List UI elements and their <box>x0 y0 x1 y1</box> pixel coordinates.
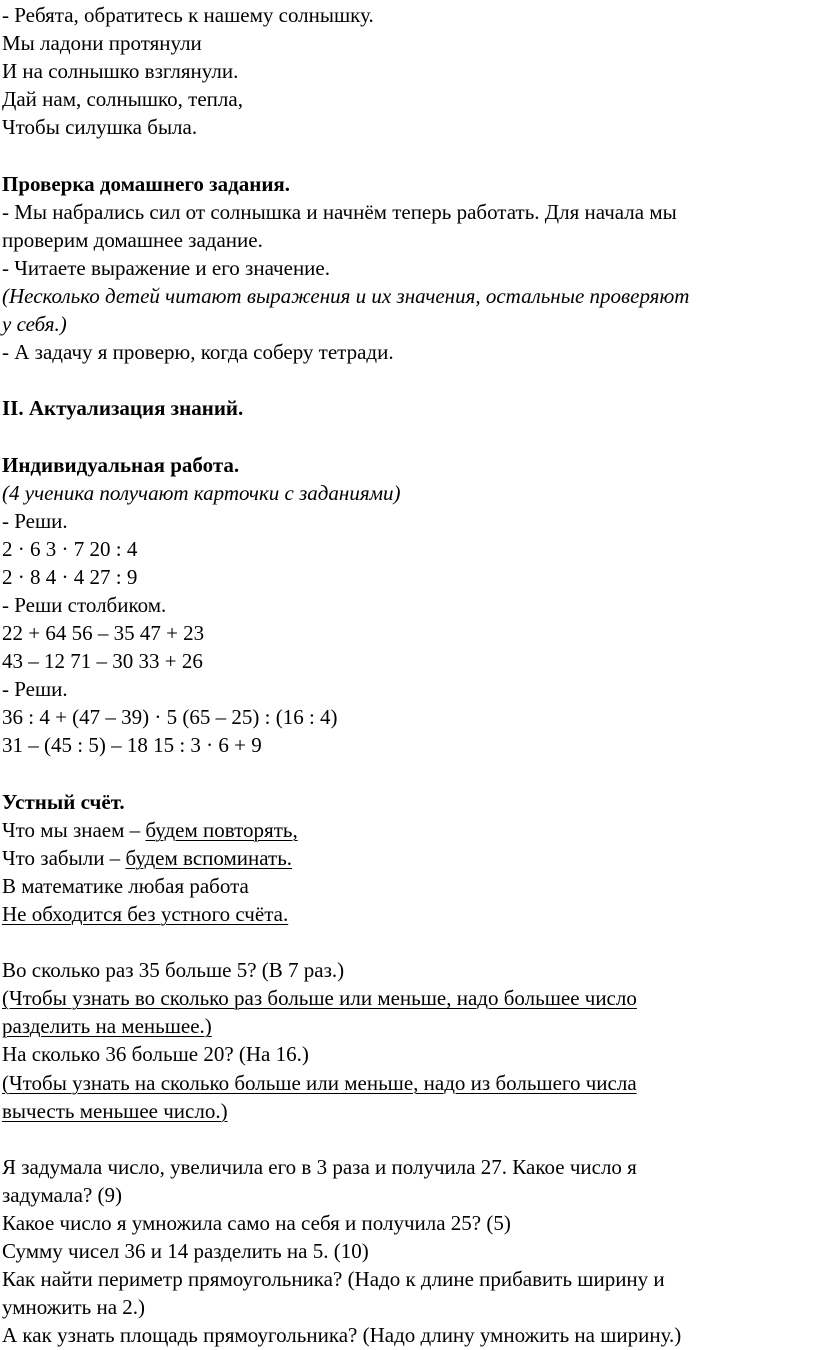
oral-verse-line <box>2 900 814 928</box>
individual-heading: Индивидуальная работа. <box>2 452 240 477</box>
oral-verse-text: Что мы знаем – <box>2 817 146 842</box>
task-row: 43 – 12 71 – 30 33 + 26 <box>2 649 203 674</box>
puzzle-line: Какое число я умножила само на себя и получила 25? (5) <box>2 1211 511 1236</box>
blank-line <box>2 366 814 394</box>
oral-verse-line <box>2 816 814 844</box>
poem-line: Чтобы силушка была. <box>2 115 198 140</box>
individual-note: (4 ученика получают карточки с заданиями) <box>2 480 401 505</box>
task-instruction: - Реши. <box>2 508 68 533</box>
rule-line <box>2 1012 814 1040</box>
oral-verse-underlined: будем повторять, <box>145 817 298 842</box>
task-row: 22 + 64 56 – 35 47 + 23 <box>2 621 205 646</box>
poem-line: И на солнышко взглянули. <box>2 59 239 84</box>
rule-line <box>2 984 814 1012</box>
homework-heading: Проверка домашнего задания. <box>2 171 291 196</box>
blank-line <box>2 928 814 956</box>
oral-verse-line: В математике любая работа <box>2 873 249 898</box>
poem-line: Дай нам, солнышко, тепла, <box>2 87 243 112</box>
homework-note: у себя.) <box>2 312 67 337</box>
section-heading: II. Актуализация знаний. <box>2 396 244 421</box>
rule-line <box>2 1097 814 1125</box>
rule-text: вычесть меньшее число.) <box>2 1098 228 1123</box>
oral-heading: Устный счёт. <box>2 789 125 814</box>
puzzle-line: Я задумала число, увеличила его в 3 раза и получила 27. Какое число я <box>2 1154 637 1179</box>
homework-text: - Мы набрались сил от солнышка и начнём теперь работать. Для начала мы <box>2 199 677 224</box>
blank-line <box>2 141 814 169</box>
puzzle-line: А как узнать площадь прямоугольника? (Надо длину умножить на ширину.) <box>2 1323 682 1348</box>
task-instruction: - Реши столбиком. <box>2 592 167 617</box>
oral-verse-line <box>2 844 814 872</box>
poem-line: Мы ладони протянули <box>2 31 202 56</box>
puzzle-line: Как найти периметр прямоугольника? (Надо к длине прибавить ширину и <box>2 1267 665 1292</box>
rule-text: (Чтобы узнать на сколько больше или меньше, надо из большего числа <box>2 1070 637 1095</box>
rule-text: (Чтобы узнать во сколько раз больше или меньше, надо большее число <box>2 986 637 1011</box>
homework-note: (Несколько детей читают выражения и их значения, остальные проверяют <box>2 283 690 308</box>
task-row: 36 : 4 + (47 – 39) · 5 (65 – 25) : (16 : 4) <box>2 705 338 730</box>
rule-line <box>2 1069 814 1097</box>
blank-line <box>2 422 814 450</box>
puzzle-line: умножить на 2.) <box>2 1295 146 1320</box>
task-row: 2 · 8 4 · 4 27 : 9 <box>2 564 138 589</box>
document-page <box>2 1 814 1350</box>
task-instruction: - Реши. <box>2 677 68 702</box>
question-line: На сколько 36 больше 20? (На 16.) <box>2 1042 309 1067</box>
oral-verse-text: Что забыли – <box>2 845 126 870</box>
greeting-line: - Ребята, обратитесь к нашему солнышку. <box>2 3 374 27</box>
homework-text: проверим домашнее задание. <box>2 227 263 252</box>
puzzle-line: Сумму чисел 36 и 14 разделить на 5. (10) <box>2 1239 369 1264</box>
blank-line <box>2 760 814 788</box>
homework-text: - Читаете выражение и его значение. <box>2 255 330 280</box>
oral-verse-underlined: Не обходится без устного счёта. <box>2 902 289 926</box>
rule-text: разделить на меньшее.) <box>2 1014 212 1039</box>
task-row: 2 · 6 3 · 7 20 : 4 <box>2 536 138 561</box>
oral-verse-underlined: будем вспоминать. <box>125 845 293 870</box>
task-row: 31 – (45 : 5) – 18 15 : 3 · 6 + 9 <box>2 733 262 758</box>
homework-text: - А задачу я проверю, когда соберу тетради. <box>2 340 394 365</box>
question-line: Во сколько раз 35 больше 5? (В 7 раз.) <box>2 958 345 983</box>
blank-line <box>2 1125 814 1153</box>
puzzle-line: задумала? (9) <box>2 1182 123 1207</box>
